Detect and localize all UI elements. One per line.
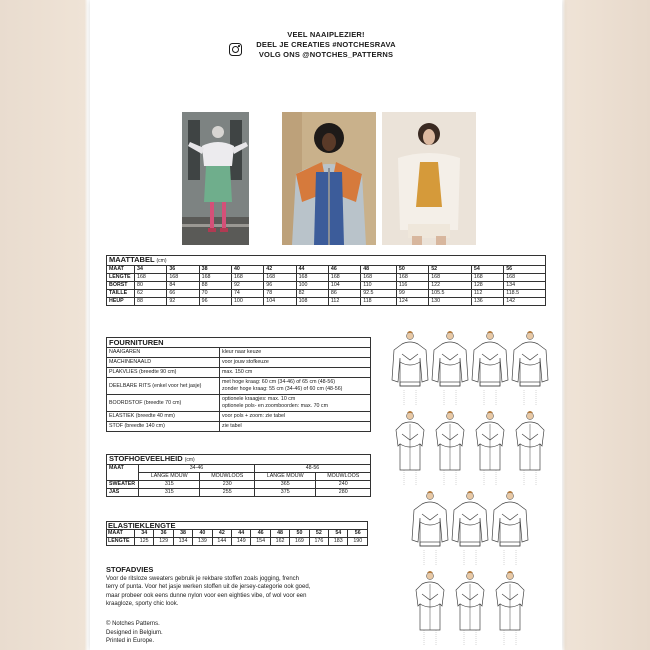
advice-line: maar probeer ook eens dunne nylon voor een eighties vibe, of wol voor een [106,592,307,599]
size-cell: 105.5 [429,290,472,298]
fabric-col-4: MOUWLOOS [316,473,371,481]
size-cell: 104 [264,298,296,306]
fabric-col-2: MOUWLOOS [200,473,255,481]
size-row-label: MAAT [107,266,135,274]
elastic-cell: 149 [232,538,251,546]
elastic-cell: 50 [290,530,309,538]
fabric-group-2: 48-56 [254,465,370,473]
materials-value [220,358,371,368]
materials-value [220,422,371,432]
fabric-body [107,481,371,497]
size-cell: 99 [396,290,428,298]
size-cell: 168 [504,274,546,282]
fabric-table [106,454,371,497]
advice-line: kraagloze, sporty chic look. [106,601,179,607]
size-cell: 108 [296,298,328,306]
size-cell: 130 [429,298,472,306]
garment-drawing [510,408,550,488]
size-cell: 112 [328,298,360,306]
materials-row [107,358,371,368]
size-cell: 40 [231,266,263,274]
elastic-cell: 52 [309,530,328,538]
garment-drawing [410,488,450,568]
fabric-row [107,481,371,489]
size-cell: 112 [471,290,503,298]
materials-key: STOF (breedte 140 cm) [107,422,220,432]
elastic-cell: 176 [309,538,328,546]
size-cell: 66 [167,290,199,298]
materials-key: ELASTIEK (breedte 40 mm) [107,412,220,422]
materials-value-line: met hoge kraag: 60 cm (34-46) of 65 cm (48-56) [222,379,336,385]
pattern-sheet [90,0,562,650]
instagram-icon [229,43,242,56]
size-cell: 96 [264,282,296,290]
fabric-cell: 315 [139,489,200,497]
size-row [107,298,546,306]
size-cell: 168 [264,274,296,282]
garment-drawing [490,488,530,568]
technical-drawings [390,328,558,650]
size-cell: 100 [296,282,328,290]
elastic-cell: 40 [193,530,212,538]
size-cell: 168 [296,274,328,282]
size-cell: 118.5 [504,290,546,298]
elastic-cell: 139 [193,538,212,546]
elastic-title: ELASTIEKLENGTE [107,522,368,530]
size-table-body [107,266,546,306]
header [90,30,562,60]
elastic-cell: 46 [251,530,270,538]
size-cell: 134 [504,282,546,290]
size-cell: 168 [429,274,472,282]
materials-value-line: zonder hoge kraag: 55 cm (34-46) of 60 cm (48-56) [222,386,343,392]
size-cell: 50 [396,266,428,274]
size-table-title: MAATTABEL (cm) [107,256,546,266]
size-cell: 48 [361,266,397,274]
materials-value [220,348,371,358]
elastic-cell: 134 [173,538,192,546]
size-cell: 86 [328,290,360,298]
garment-drawing [390,328,430,408]
size-cell: 44 [296,266,328,274]
elastic-cell: 125 [135,538,154,546]
garment-drawing [430,328,470,408]
advice-title: STOFADVIES [106,565,154,574]
materials-key: BOORDSTOF (breedte 70 cm) [107,395,220,412]
header-line-2: DEEL JE CREATIES #NOTCHESRAVA [256,40,396,49]
size-row-label: LENGTE [107,274,135,282]
size-cell: 42 [264,266,296,274]
materials-table [106,337,371,432]
size-cell: 168 [396,274,428,282]
size-cell: 62 [135,290,167,298]
elastic-row [107,530,368,538]
header-line-1: VEEL NAAIPLEZIER! [287,30,365,39]
materials-body [107,348,371,432]
elastic-row-label: LENGTE [107,538,135,546]
fabric-cell: 280 [316,489,371,497]
size-cell: 82 [296,290,328,298]
size-cell: 38 [199,266,231,274]
size-cell: 110 [361,282,397,290]
size-cell: 46 [328,266,360,274]
credits [106,620,163,646]
size-cell: 78 [264,290,296,298]
size-row [107,282,546,290]
elastic-cell: 42 [212,530,231,538]
garment-drawing [410,568,450,648]
garment-drawing [490,568,530,648]
size-cell: 96 [199,298,231,306]
fabric-row-label: SWEATER [107,481,139,489]
materials-row [107,412,371,422]
garment-drawing [450,488,490,568]
materials-value-line: optionele kraagjes: max. 10 cm [222,396,296,402]
size-cell: 92 [167,298,199,306]
elastic-cell: 44 [232,530,251,538]
size-row-label: TAILLE [107,290,135,298]
materials-key: PLAKVLIES (breedte 90 cm) [107,368,220,378]
size-cell: 168 [471,274,503,282]
credit-line: Printed in Europe. [106,638,155,644]
materials-key: DEELBARE RITS (enkel voor het jasje) [107,378,220,395]
size-cell: 168 [361,274,397,282]
size-cell: 34 [135,266,167,274]
size-cell: 84 [167,282,199,290]
elastic-cell: 169 [290,538,309,546]
fabric-row [107,489,371,497]
size-cell: 100 [231,298,263,306]
fabric-col-1: LANGE MOUW [139,473,200,481]
garment-drawing [390,408,430,488]
size-cell: 70 [199,290,231,298]
fabric-cell: 315 [139,481,200,489]
size-cell: 168 [328,274,360,282]
materials-key: NAAIGAREN [107,348,220,358]
fabric-cell: 365 [254,481,315,489]
materials-value-line: zie tabel [222,423,242,429]
elastic-cell: 190 [348,538,368,546]
garment-drawing [450,568,490,648]
materials-title: FOURNITUREN [107,338,371,348]
size-row-label: BORST [107,282,135,290]
elastic-cell: 154 [251,538,270,546]
photo-model-2 [282,112,376,245]
materials-row [107,348,371,358]
size-cell: 142 [504,298,546,306]
materials-value [220,412,371,422]
elastic-cell: 56 [348,530,368,538]
fabric-cell: 240 [316,481,371,489]
size-cell: 88 [199,282,231,290]
elastic-row [107,538,368,546]
materials-value [220,395,371,412]
garment-drawing [510,328,550,408]
size-cell: 92.5 [361,290,397,298]
fabric-cell: 230 [200,481,255,489]
materials-value-line: max. 150 cm [222,369,253,375]
elastic-cell: 34 [135,530,154,538]
elastic-cell: 183 [329,538,348,546]
size-table [106,255,546,306]
size-cell: 168 [135,274,167,282]
elastic-cell: 144 [212,538,231,546]
garment-drawing [430,408,470,488]
fabric-row-label: JAS [107,489,139,497]
size-cell: 74 [231,290,263,298]
size-cell: 80 [135,282,167,290]
materials-value [220,378,371,395]
size-cell: 54 [471,266,503,274]
size-cell: 168 [199,274,231,282]
size-cell: 56 [504,266,546,274]
materials-row [107,378,371,395]
fabric-advice [106,566,356,609]
fabric-col-3: LANGE MOUW [254,473,315,481]
fabric-title: STOFHOEVEELHEID (cm) [107,455,371,465]
size-cell: 168 [231,274,263,282]
garment-drawing [470,408,510,488]
materials-value [220,368,371,378]
elastic-cell: 129 [154,538,173,546]
elastic-table [106,521,368,546]
size-row [107,266,546,274]
materials-row [107,395,371,412]
size-cell: 104 [328,282,360,290]
materials-key: MACHINENAALD [107,358,220,368]
fabric-group-1: 34-46 [139,465,255,473]
materials-row [107,368,371,378]
advice-line: Voor de ritsloze sweaters gebruik je rekbare stoffen zoals jogging, french [106,575,299,582]
elastic-cell: 54 [329,530,348,538]
size-cell: 52 [429,266,472,274]
materials-value-line: voor pols + zoom: zie tabel [222,413,286,419]
size-cell: 122 [429,282,472,290]
advice-line: terry of punta. Voor het jasje werken stoffen uit de jersey-categorie ook goed, [106,584,311,590]
materials-value-line: optionele pols- en zoomboorden: max. 70 cm [222,403,328,409]
materials-value-line: kleur naar keuze [222,349,262,355]
size-cell: 116 [396,282,428,290]
materials-row [107,422,371,432]
size-cell: 128 [471,282,503,290]
header-line-3: VOLG ONS @NOTCHES_PATTERNS [258,50,394,59]
size-cell: 36 [167,266,199,274]
size-cell: 124 [396,298,428,306]
materials-value-line: voor jouw stofkeuze [222,359,269,365]
size-cell: 168 [167,274,199,282]
size-cell: 118 [361,298,397,306]
fabric-cell: 255 [200,489,255,497]
elastic-cell: 162 [270,538,289,546]
size-row [107,274,546,282]
elastic-cell: 38 [173,530,192,538]
elastic-cell: 36 [154,530,173,538]
elastic-body [107,530,368,546]
photo-model-1 [182,112,249,245]
elastic-row-label: MAAT [107,530,135,538]
elastic-cell: 48 [270,530,289,538]
size-cell: 92 [231,282,263,290]
photo-model-3 [382,112,476,245]
credit-line: Designed in Belgium. [106,629,163,636]
fabric-maat-label: MAAT [107,465,139,481]
credit-line: © Notches Patterns. [106,621,160,627]
size-row-label: HEUP [107,298,135,306]
size-cell: 136 [471,298,503,306]
size-cell: 88 [135,298,167,306]
size-row [107,290,546,298]
garment-drawing [470,328,510,408]
fabric-cell: 375 [254,489,315,497]
